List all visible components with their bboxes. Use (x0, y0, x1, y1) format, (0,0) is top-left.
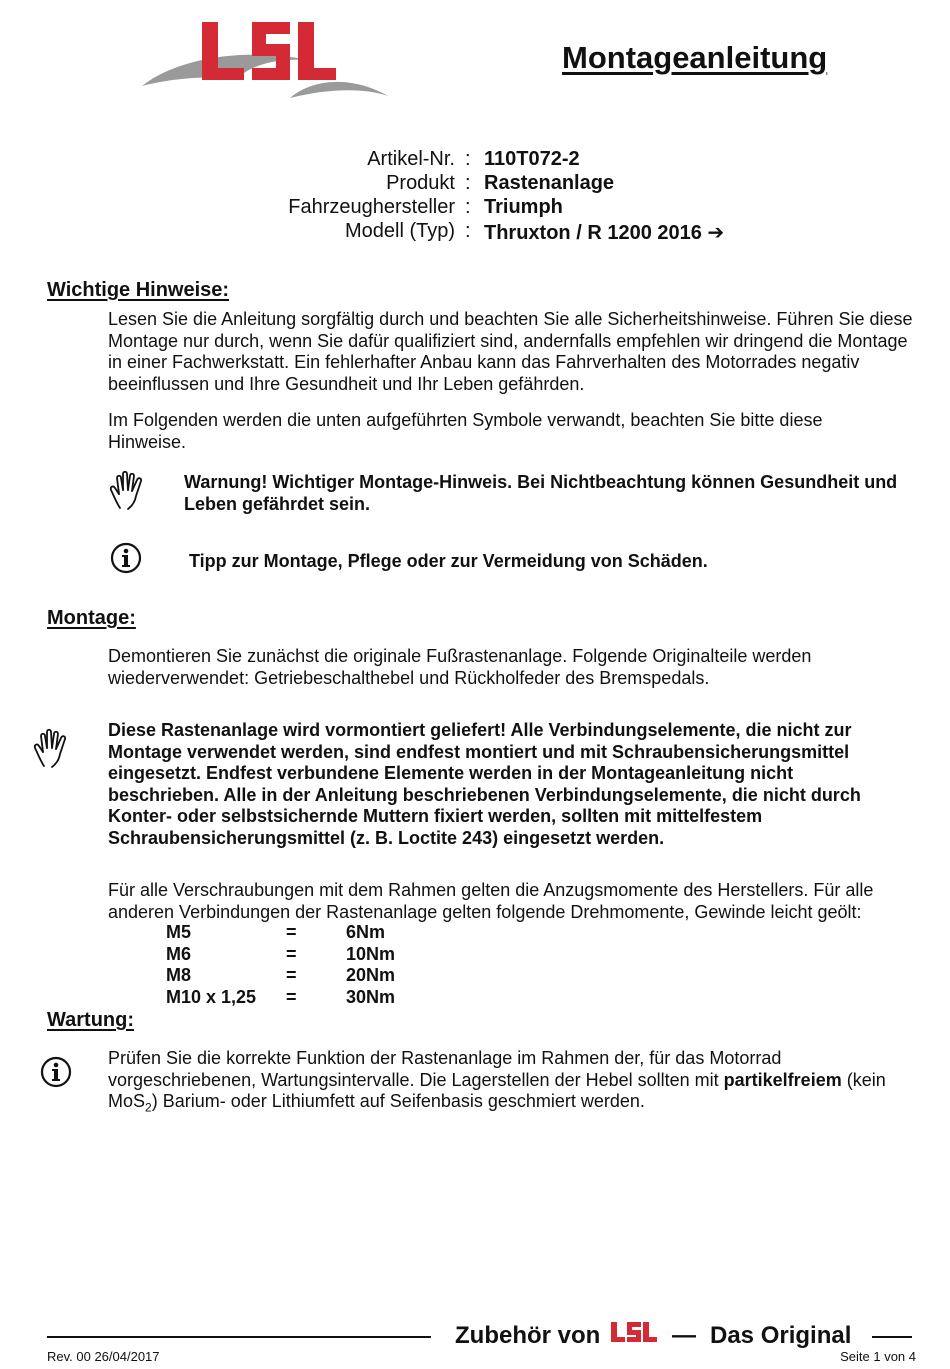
footer-slogan-right: Das Original (710, 1322, 852, 1349)
heading-assembly: Montage: (47, 607, 136, 629)
document-title: Montageanleitung (562, 40, 828, 75)
maintenance-text-part: Prüfen Sie die korrekte Funktion der Rastenanlage im Rahmen der, für das Motorrad vorgeschriebenen, Wartungsintervalle. Die Lagerstellen der Hebel sollten mit (108, 1048, 782, 1090)
assembly-intro: Demontieren Sie zunächst die originale Fußrastenanlage. Folgende Originalteile werden wiederverwendet: Getriebeschalthebel und Rückholfeder des Bremspedals. (108, 646, 812, 688)
heading-maintenance: Wartung: (47, 1009, 135, 1031)
info-separator: : (465, 172, 471, 194)
notes-paragraph-2: Im Folgenden werden die unten aufgeführten Symbole verwandt, beachten Sie bitte diese Hinweise. (108, 410, 823, 452)
torque-value: 30Nm (346, 987, 396, 1007)
torque-value: 20Nm (346, 965, 396, 985)
page-number: Seite 1 von 4 (840, 1349, 916, 1364)
tip-symbol-text: Tipp zur Montage, Pflege oder zur Vermeidung von Schäden. (189, 551, 708, 571)
info-separator: : (465, 148, 471, 170)
info-row-product (0, 172, 950, 196)
maintenance-text (108, 1048, 918, 1119)
warning-symbol-text: Warnung! Wichtiger Montage-Hinweis. Bei Nichtbeachtung können Gesundheit und Leben gefährdet sein. (184, 472, 898, 514)
torque-equals: = (286, 922, 297, 942)
footer-rule-right (872, 1336, 912, 1338)
info-label: Artikel-Nr. (367, 148, 455, 170)
torque-equals: = (286, 987, 297, 1007)
footer-rule-left (47, 1336, 431, 1338)
info-circle-icon (40, 1056, 72, 1088)
torque-thread: M10 x 1,25 (166, 987, 257, 1007)
heading-important-notes: Wichtige Hinweise: (47, 279, 230, 301)
torque-thread: M6 (166, 944, 192, 964)
info-row-manufacturer (0, 196, 950, 220)
info-value: Thruxton / R 1200 2016 ➔ (484, 222, 725, 244)
torque-row (0, 987, 950, 1009)
revision-label: Rev. 00 26/04/2017 (47, 1349, 160, 1364)
torque-value: 10Nm (346, 944, 396, 964)
torque-thread: M5 (166, 922, 192, 942)
info-value: Triumph (484, 196, 563, 218)
torque-value: 6Nm (346, 922, 386, 942)
maintenance-text-part: ) Barium- oder Lithiumfett auf Seifenbasis geschmiert werden. (151, 1091, 645, 1112)
footer-slogan-left: Zubehör von (455, 1322, 601, 1349)
info-separator: : (465, 220, 471, 242)
footer-dash: — (672, 1322, 696, 1349)
torque-row (0, 944, 950, 966)
info-value: Rastenanlage (484, 172, 615, 194)
info-label: Modell (Typ) (344, 220, 455, 242)
info-separator: : (465, 196, 471, 218)
assembly-warning: Diese Rastenanlage wird vormontiert geliefert! Alle Verbindungselemente, die nicht zur Montage verwendet werden, sind endfest montiert und mit Schraubensicherungsmittel eingesetzt. Endfest verbundene Elemente werden in der Montageanleitung nicht beschrieben. Alle in der Anleitung beschriebenen Verbindungselemente, die nicht durch Konter- oder selbstsichernde Muttern fixiert werden, sollten mit mittelfestem Schraubensicherungsmittel (z. B. Loctite 243) eingesetzt werden. (108, 720, 861, 848)
maintenance-text-subscript: 2 (145, 1100, 152, 1115)
torque-row (0, 965, 950, 987)
torque-row (0, 922, 950, 944)
warning-hand-icon (32, 728, 72, 770)
torque-thread: M8 (166, 965, 192, 985)
maintenance-text-part: (kein MoS (108, 1069, 886, 1112)
info-label: Produkt (386, 172, 455, 194)
info-value: 110T072-2 (484, 148, 580, 170)
maintenance-text-bold: partikelfreiem (723, 1069, 842, 1090)
torque-intro: Für alle Verschraubungen mit dem Rahmen gelten die Anzugsmomente des Herstellers. Für alle anderen Verbindungen der Rastenanlage gelten folgende Drehmomente, Gewinde leicht geölt: (108, 880, 874, 922)
lsl-logo (140, 18, 390, 100)
info-label: Fahrzeughersteller (288, 196, 455, 218)
warning-hand-icon (108, 470, 148, 512)
info-circle-icon (110, 542, 142, 574)
info-row-article (0, 148, 950, 172)
torque-equals: = (286, 965, 297, 985)
torque-equals: = (286, 944, 297, 964)
info-row-model (0, 220, 950, 244)
notes-paragraph-1: Lesen Sie die Anleitung sorgfältig durch und beachten Sie alle Sicherheitshinweise. Führen Sie diese Montage nur durch, wenn Sie dafür qualifiziert sind, andernfalls empfehlen wir dringend die Montage in einer Fachwerkstatt. Ein fehlerhafter Anbau kann das Fahrverhalten des Motorrades negativ beeinflussen und Ihre Gesundheit und Ihr Leben gefährden. (108, 309, 913, 394)
footer-lsl-logo (609, 1320, 659, 1344)
